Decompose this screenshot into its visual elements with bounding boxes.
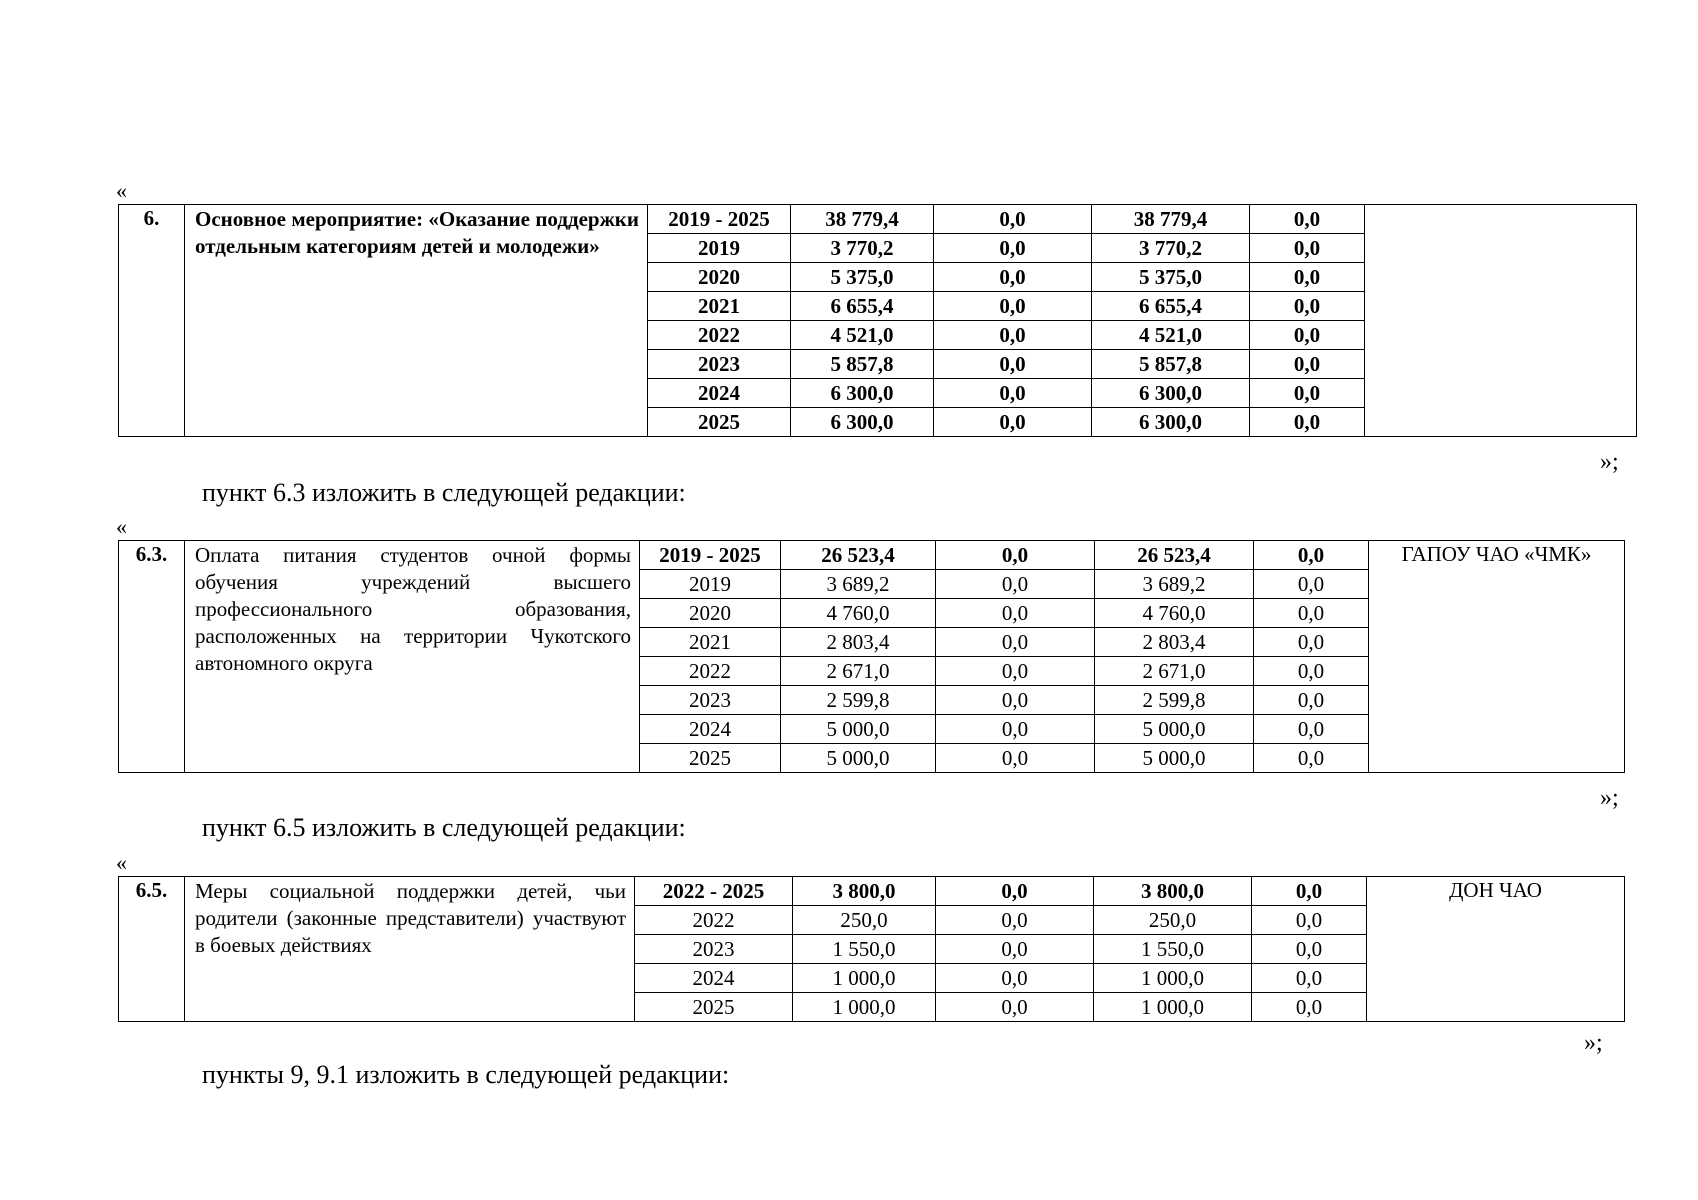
- amount-cell: 5 857,8: [1092, 350, 1250, 379]
- amount-cell: 0,0: [936, 744, 1095, 773]
- amount-cell: 0,0: [936, 657, 1095, 686]
- amount-cell: 1 000,0: [793, 964, 936, 993]
- amount-cell: 3 689,2: [1095, 570, 1254, 599]
- closing-quote-mark: »;: [1600, 785, 1619, 811]
- period-cell: 2023: [648, 350, 791, 379]
- period-cell: 2022: [648, 321, 791, 350]
- amount-cell: 3 689,2: [781, 570, 936, 599]
- opening-quote-mark: «: [116, 850, 127, 875]
- amount-cell: 0,0: [1252, 993, 1367, 1022]
- amount-cell: 0,0: [936, 599, 1095, 628]
- amount-cell: 2 599,8: [1095, 686, 1254, 715]
- period-cell: 2025: [640, 744, 781, 773]
- amount-cell: 1 550,0: [793, 935, 936, 964]
- amount-cell: 0,0: [936, 570, 1095, 599]
- item-description: [185, 541, 640, 773]
- instruction-text: пункты 9, 9.1 изложить в следующей редакции:: [202, 1060, 730, 1089]
- amount-cell: 0,0: [1254, 570, 1369, 599]
- item-description-text: Оплата питания студентов очной формы обучения учреждений высшего профессионального образования, расположенных на территории Чукотского автономного округа: [195, 543, 631, 675]
- amount-cell: 2 599,8: [781, 686, 936, 715]
- amount-cell: 5 000,0: [1095, 715, 1254, 744]
- amount-cell: 0,0: [936, 541, 1095, 570]
- amount-cell: 5 000,0: [781, 715, 936, 744]
- amount-cell: 1 550,0: [1094, 935, 1252, 964]
- amount-cell: 3 800,0: [1094, 877, 1252, 906]
- amount-cell: 0,0: [1254, 599, 1369, 628]
- amount-cell: 0,0: [936, 877, 1094, 906]
- amount-cell: 0,0: [934, 263, 1092, 292]
- amount-cell: 0,0: [1252, 877, 1367, 906]
- amount-cell: 0,0: [936, 993, 1094, 1022]
- amount-cell: 38 779,4: [1092, 205, 1250, 234]
- amount-cell: 0,0: [934, 234, 1092, 263]
- executor-cell: [1365, 205, 1637, 437]
- amount-cell: 6 655,4: [1092, 292, 1250, 321]
- amount-cell: 5 857,8: [791, 350, 934, 379]
- amount-cell: 0,0: [1250, 321, 1365, 350]
- amount-cell: 250,0: [1094, 906, 1252, 935]
- table-item-6-5: [118, 876, 1625, 1022]
- amount-cell: 38 779,4: [791, 205, 934, 234]
- amount-cell: 0,0: [1250, 350, 1365, 379]
- amount-cell: 0,0: [1250, 408, 1365, 437]
- amount-cell: 0,0: [1254, 541, 1369, 570]
- item-number: 6.: [119, 205, 185, 437]
- amount-cell: 6 300,0: [1092, 379, 1250, 408]
- amount-cell: 2 803,4: [1095, 628, 1254, 657]
- period-cell: 2025: [635, 993, 793, 1022]
- table-item-6: [118, 204, 1637, 437]
- amount-cell: 250,0: [793, 906, 936, 935]
- period-cell: 2023: [635, 935, 793, 964]
- period-cell: 2019: [648, 234, 791, 263]
- amount-cell: 4 521,0: [791, 321, 934, 350]
- amount-cell: 0,0: [936, 964, 1094, 993]
- amount-cell: 0,0: [1250, 263, 1365, 292]
- period-cell: 2022: [635, 906, 793, 935]
- item-description: [185, 877, 635, 1022]
- instruction-text: пункт 6.5 изложить в следующей редакции:: [202, 813, 686, 842]
- amount-cell: 3 800,0: [793, 877, 936, 906]
- amount-cell: 5 000,0: [1095, 744, 1254, 773]
- period-cell: 2022 - 2025: [635, 877, 793, 906]
- total-row: [119, 205, 1637, 234]
- amount-cell: 0,0: [934, 350, 1092, 379]
- item-number: 6.5.: [119, 877, 185, 1022]
- period-cell: 2025: [648, 408, 791, 437]
- amount-cell: 1 000,0: [1094, 964, 1252, 993]
- period-cell: 2021: [648, 292, 791, 321]
- amount-cell: 4 760,0: [1095, 599, 1254, 628]
- amount-cell: 2 803,4: [781, 628, 936, 657]
- amount-cell: 0,0: [934, 292, 1092, 321]
- amount-cell: 0,0: [1254, 715, 1369, 744]
- amount-cell: 5 000,0: [781, 744, 936, 773]
- amount-cell: 0,0: [1254, 657, 1369, 686]
- amount-cell: 26 523,4: [781, 541, 936, 570]
- amount-cell: 0,0: [936, 686, 1095, 715]
- amount-cell: 0,0: [936, 628, 1095, 657]
- opening-quote-mark: «: [116, 514, 127, 539]
- period-cell: 2019 - 2025: [640, 541, 781, 570]
- amount-cell: 0,0: [1250, 379, 1365, 408]
- opening-quote-mark: «: [116, 178, 127, 203]
- amount-cell: 6 300,0: [791, 408, 934, 437]
- amount-cell: 0,0: [936, 906, 1094, 935]
- amount-cell: 0,0: [1254, 744, 1369, 773]
- amount-cell: 5 375,0: [1092, 263, 1250, 292]
- amount-cell: 6 300,0: [1092, 408, 1250, 437]
- amount-cell: 0,0: [1250, 292, 1365, 321]
- table-item-6-3: [118, 540, 1625, 773]
- period-cell: 2020: [648, 263, 791, 292]
- amount-cell: 3 770,2: [1092, 234, 1250, 263]
- period-cell: 2021: [640, 628, 781, 657]
- amount-cell: 4 760,0: [781, 599, 936, 628]
- period-cell: 2023: [640, 686, 781, 715]
- closing-quote-mark: »;: [1584, 1030, 1603, 1056]
- amount-cell: 3 770,2: [791, 234, 934, 263]
- amount-cell: 0,0: [934, 205, 1092, 234]
- amount-cell: 0,0: [936, 715, 1095, 744]
- amount-cell: 0,0: [934, 408, 1092, 437]
- period-cell: 2024: [635, 964, 793, 993]
- amount-cell: 6 655,4: [791, 292, 934, 321]
- amount-cell: 0,0: [1250, 205, 1365, 234]
- period-cell: 2024: [640, 715, 781, 744]
- period-cell: 2019: [640, 570, 781, 599]
- amount-cell: 26 523,4: [1095, 541, 1254, 570]
- amount-cell: 2 671,0: [781, 657, 936, 686]
- total-row: [119, 877, 1625, 906]
- amount-cell: 2 671,0: [1095, 657, 1254, 686]
- amount-cell: 4 521,0: [1092, 321, 1250, 350]
- amount-cell: 0,0: [1252, 935, 1367, 964]
- item-description-text: Меры социальной поддержки детей, чьи родители (законные представители) участвуют в боевых действиях: [195, 879, 626, 957]
- executor-cell: ГАПОУ ЧАО «ЧМК»: [1369, 541, 1625, 773]
- item-description: [185, 205, 648, 437]
- period-cell: 2022: [640, 657, 781, 686]
- amount-cell: 0,0: [934, 321, 1092, 350]
- amount-cell: 1 000,0: [1094, 993, 1252, 1022]
- amount-cell: 6 300,0: [791, 379, 934, 408]
- amount-cell: 5 375,0: [791, 263, 934, 292]
- amount-cell: 0,0: [936, 935, 1094, 964]
- executor-cell: ДОН ЧАО: [1367, 877, 1625, 1022]
- period-cell: 2024: [648, 379, 791, 408]
- amount-cell: 0,0: [1250, 234, 1365, 263]
- amount-cell: 1 000,0: [793, 993, 936, 1022]
- item-description-text: Основное мероприятие: «Оказание поддержки отдельным категориям детей и молодежи»: [195, 207, 639, 258]
- total-row: [119, 541, 1625, 570]
- instruction-text: пункт 6.3 изложить в следующей редакции:: [202, 478, 686, 507]
- period-cell: 2020: [640, 599, 781, 628]
- amount-cell: 0,0: [1254, 628, 1369, 657]
- amount-cell: 0,0: [934, 379, 1092, 408]
- period-cell: 2019 - 2025: [648, 205, 791, 234]
- amount-cell: 0,0: [1254, 686, 1369, 715]
- amount-cell: 0,0: [1252, 906, 1367, 935]
- amount-cell: 0,0: [1252, 964, 1367, 993]
- item-number: 6.3.: [119, 541, 185, 773]
- closing-quote-mark: »;: [1600, 449, 1619, 475]
